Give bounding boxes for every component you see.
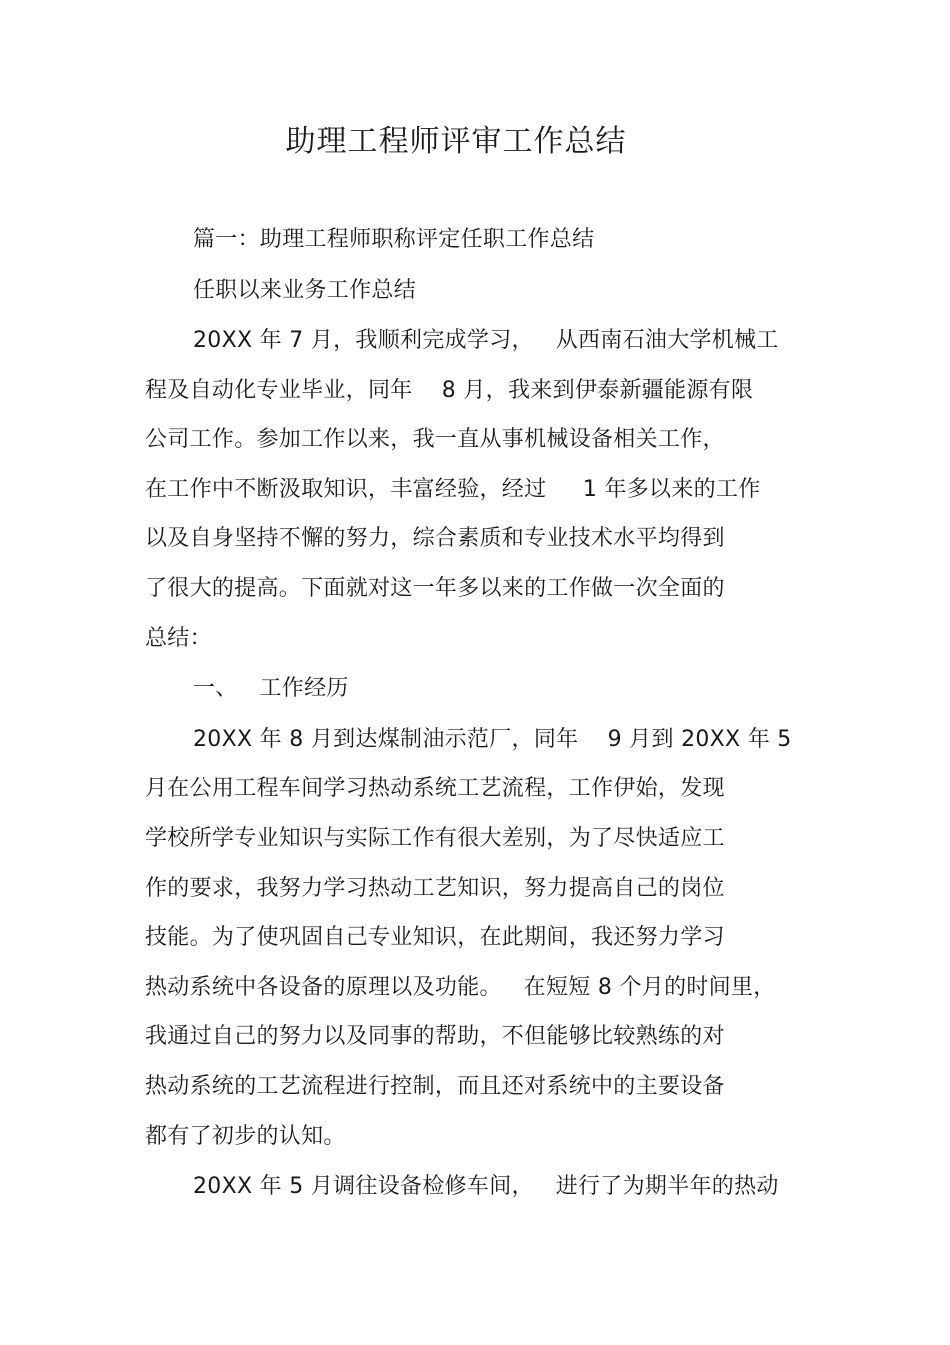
paragraph-line: 热动系统中各设备的原理以及功能。 在短短 8 个月的时间里， <box>145 975 776 1000</box>
paragraph-line: 月在公用工程车间学习热动系统工艺流程，工作伊始，发现 <box>145 776 725 801</box>
paragraph-line: 热动系统的工艺流程进行控制，而且还对系统中的主要设备 <box>145 1074 725 1099</box>
paragraph-line: 学校所学专业知识与实际工作有很大差别，为了尽快适应工 <box>145 826 725 851</box>
document-title: 助理工程师评审工作总结 <box>285 124 627 159</box>
subheading: 任职以来业务工作总结 <box>193 278 417 303</box>
paragraph-line: 20XX 年 8 月到达煤制油示范厂，同年 9 月到 20XX 年 5 <box>193 727 792 752</box>
paragraph-line: 在工作中不断汲取知识，丰富经验，经过 1 年多以来的工作 <box>145 477 761 502</box>
section-heading: 一、 工作经历 <box>193 676 349 701</box>
paragraph-line: 公司工作。参加工作以来，我一直从事机械设备相关工作， <box>145 427 725 452</box>
paragraph-line: 了很大的提高。下面就对这一年多以来的工作做一次全面的 <box>145 576 725 601</box>
paragraph-line: 总结： <box>145 626 212 651</box>
paragraph-line: 我通过自己的努力以及同事的帮助，不但能够比较熟练的对 <box>145 1024 725 1049</box>
paragraph-line: 20XX 年 5 月调往设备检修车间， 进行了为期半年的热动 <box>193 1174 779 1199</box>
paragraph-line: 都有了初步的认知。 <box>145 1124 346 1149</box>
paragraph-line: 作的要求，我努力学习热动工艺知识，努力提高自己的岗位 <box>145 876 725 901</box>
paragraph-line: 以及自身坚持不懈的努力，综合素质和专业技术水平均得到 <box>145 526 725 551</box>
paragraph-line: 程及自动化专业毕业，同年 8 月，我来到伊泰新疆能源有限 <box>145 378 754 403</box>
paragraph-line: 技能。为了使巩固自己专业知识，在此期间，我还努力学习 <box>145 925 725 950</box>
section-heading: 篇一：助理工程师职称评定任职工作总结 <box>193 227 595 252</box>
paragraph-line: 20XX 年 7 月，我顺利完成学习， 从西南石油大学机械工 <box>193 328 779 353</box>
